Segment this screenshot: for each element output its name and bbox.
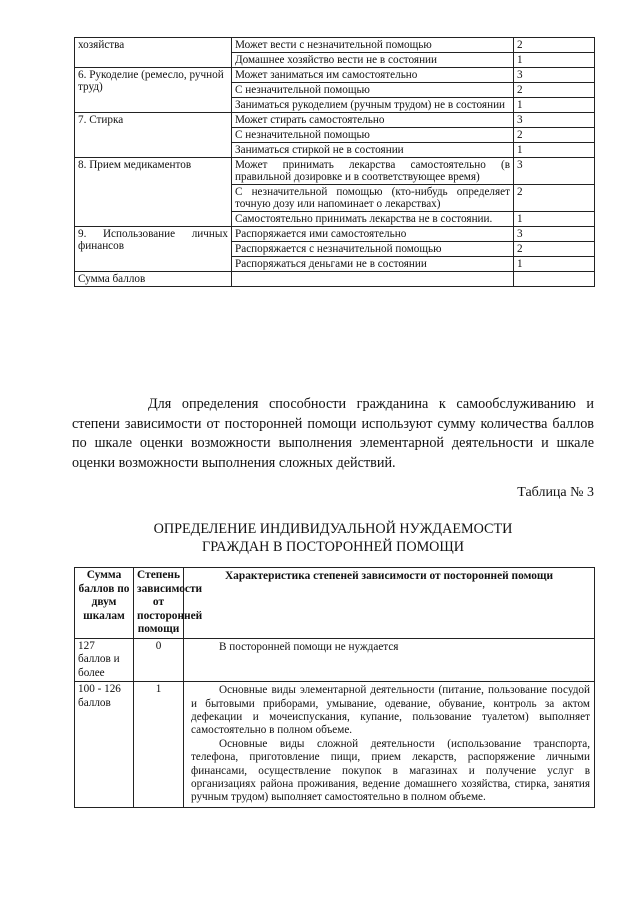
table-row: [75, 38, 595, 53]
description-cell: Распоряжается с незначительной помощью: [232, 242, 514, 257]
title-line-1: ОПРЕДЕЛЕНИЕ ИНДИВИДУАЛЬНОЙ НУЖДАЕМОСТИ: [153, 521, 513, 537]
score-cell: 2: [514, 242, 595, 257]
category-cell: 6. Рукоделие (ремесло, ручной труд): [75, 68, 232, 113]
description-cell: С незначительной помощью: [232, 83, 514, 98]
score-cell: 3: [514, 68, 595, 83]
assessment-scale-table: [74, 37, 595, 287]
description-cell: С незначительной помощью (кто-нибудь определяет точную дозу или напоминает о лекарствах): [232, 185, 514, 212]
table-number: Таблица № 3: [517, 485, 594, 500]
title-line-2: ГРАЖДАН В ПОСТОРОННЕЙ ПОМОЩИ: [202, 539, 464, 555]
score-cell: 2: [514, 38, 595, 53]
body-paragraph: Для определения способности гражданина к самообслуживанию и степени зависимости от посторонней помощи используют сумму количества баллов по шкале оценки возможности выполнения элементарной деятельности и шкале оценки возможности выполнения сложных действий.: [72, 396, 594, 471]
score-cell: 2: [514, 83, 595, 98]
table-row: [75, 68, 595, 83]
description-cell: Заниматься рукоделием (ручным трудом) не в состоянии: [232, 98, 514, 113]
score-cell: 1: [514, 212, 595, 227]
score-cell: 2: [514, 185, 595, 212]
description-cell: Может стирать самостоятельно: [232, 113, 514, 128]
description-cell: Заниматься стиркой не в состоянии: [232, 143, 514, 158]
category-cell: 8. Прием медикаментов: [75, 158, 232, 227]
total-row: [75, 272, 595, 287]
total-score-cell: [514, 272, 595, 287]
category-cell: 9. Использование личных финансов: [75, 227, 232, 272]
table-row: [75, 158, 595, 185]
score-cell: 3: [514, 227, 595, 242]
score-cell: 1: [514, 143, 595, 158]
table-row: [75, 638, 595, 681]
score-cell: 1: [514, 53, 595, 68]
section-title: [72, 520, 594, 556]
score-cell: 2: [514, 128, 595, 143]
score-sum-cell: 127 баллов и более: [75, 638, 134, 681]
header-characteristic: Характеристика степеней зависимости от посторонней помощи: [184, 568, 595, 639]
header-score-sum: Сумма баллов по двум шкалам: [75, 568, 134, 639]
description-cell: Самостоятельно принимать лекарства не в состоянии.: [232, 212, 514, 227]
description-cell: Может заниматься им самостоятельно: [232, 68, 514, 83]
characteristic-text: Основные виды сложной деятельности (использование транспорта, телефона, приготовление пищи, прием лекарств, распоряжение личными финансами, осуществление покупок в магазинах и получение услуг в организациях района проживания, ведение домашнего хозяйства, стирка, занятия ручным трудом) выполняет самостоятельно в полном объеме.: [191, 737, 590, 804]
score-cell: 3: [514, 158, 595, 185]
description-cell: С незначительной помощью: [232, 128, 514, 143]
score-sum-cell: 100 - 126 баллов: [75, 682, 134, 808]
characteristic-cell: [184, 682, 595, 808]
category-cell: 7. Стирка: [75, 113, 232, 158]
table-row: [75, 227, 595, 242]
header-dependency-degree: Степень зависимости от посторонней помощи: [134, 568, 184, 639]
description-cell: Распоряжаться деньгами не в состоянии: [232, 257, 514, 272]
score-cell: 1: [514, 257, 595, 272]
description-cell: Распоряжается ими самостоятельно: [232, 227, 514, 242]
score-cell: 1: [514, 98, 595, 113]
table-row: [75, 113, 595, 128]
description-cell: Домашнее хозяйство вести не в состоянии: [232, 53, 514, 68]
table-row: [75, 682, 595, 808]
score-cell: 3: [514, 113, 595, 128]
category-cell: хозяйства: [75, 38, 232, 68]
characteristic-text: Основные виды элементарной деятельности (питание, пользование посудой и бытовыми приборами, умывание, одевание, обувание, контроль за актом дефекации и мочеиспускания, купание, пользование туалетом) выполняет самостоятельно в полном объеме.: [191, 684, 590, 737]
total-label: Сумма баллов: [75, 272, 232, 287]
description-cell: Может вести с незначительной помощью: [232, 38, 514, 53]
total-empty-cell: [232, 272, 514, 287]
header-row: [75, 568, 595, 639]
characteristic-text: В посторонней помощи не нуждается: [219, 640, 399, 653]
description-cell: Может принимать лекарства самостоятельно (в правильной дозировке и в соответствующее время): [232, 158, 514, 185]
characteristic-cell: [184, 638, 595, 681]
degree-cell: 0: [134, 638, 184, 681]
dependency-degree-table: [74, 567, 595, 808]
degree-cell: 1: [134, 682, 184, 808]
